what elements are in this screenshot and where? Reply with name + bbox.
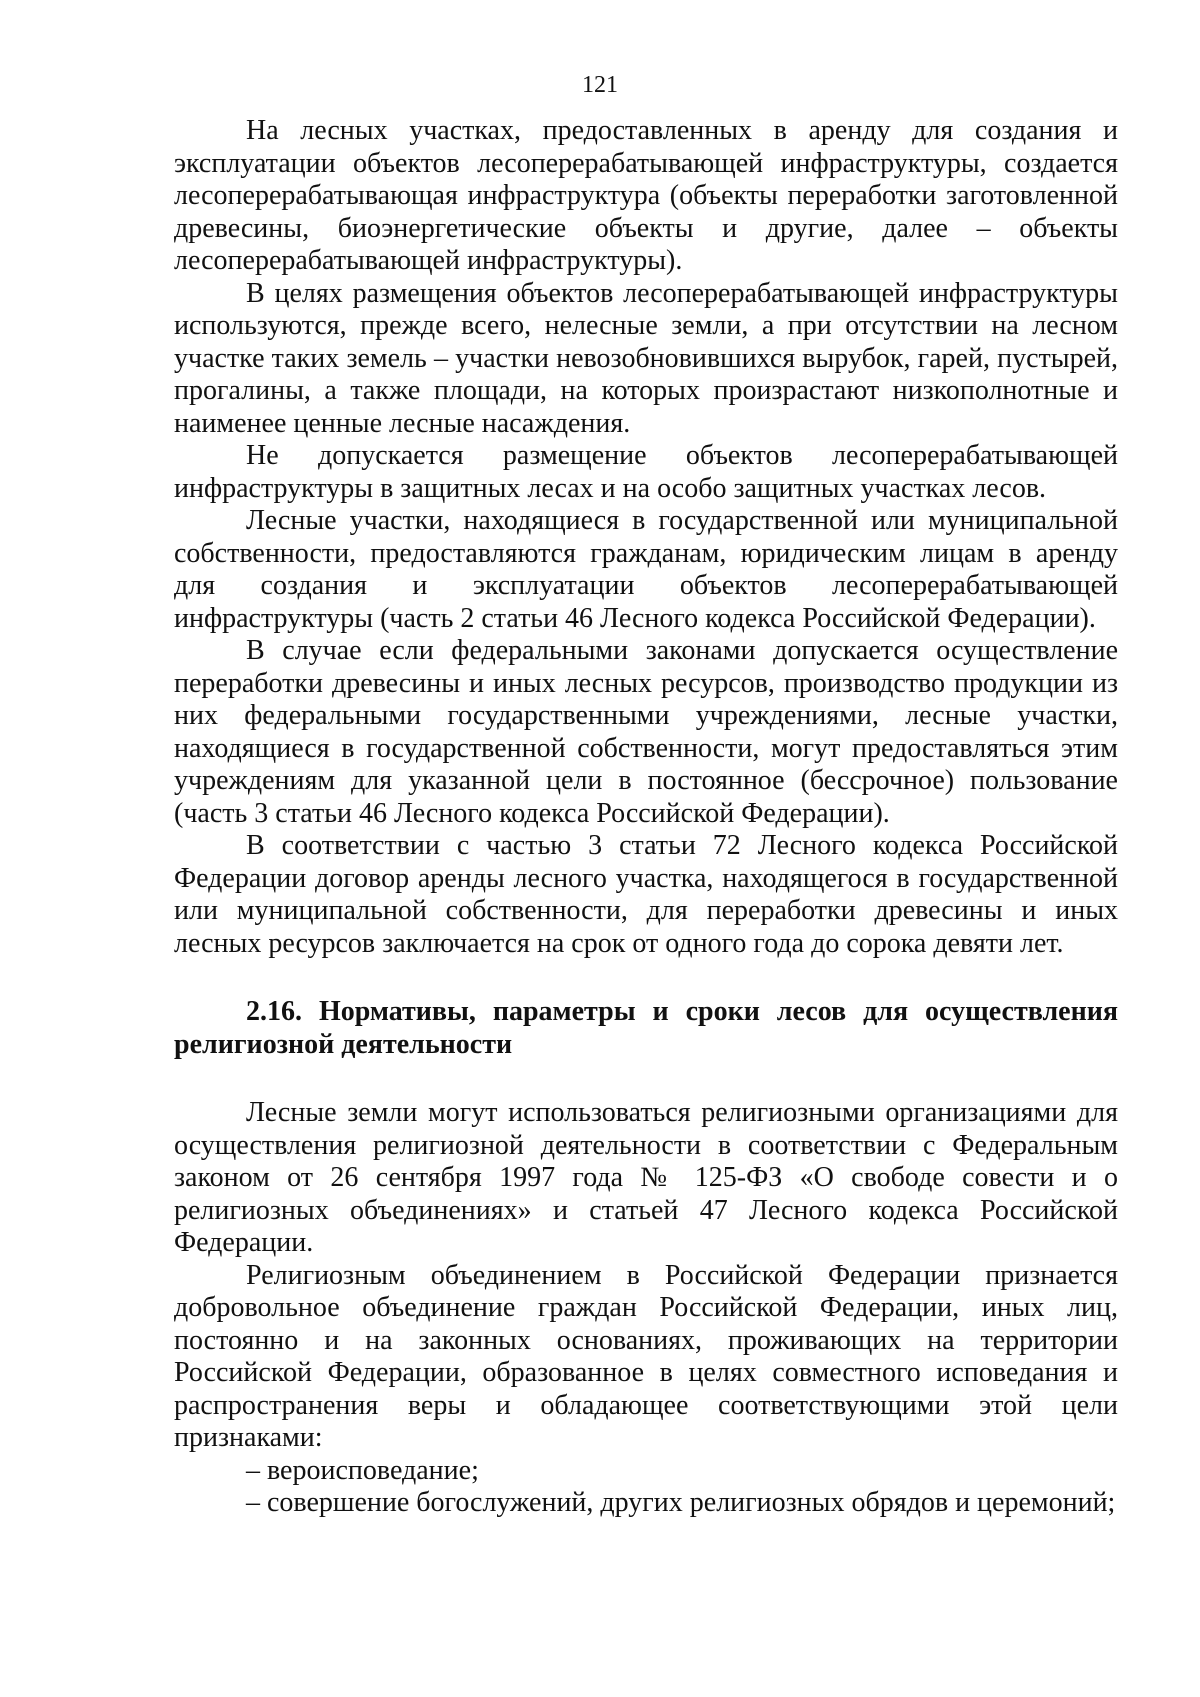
list-item-worship: – совершение богослужений, других религиозных обрядов и церемоний; [246, 1487, 1116, 1518]
list-item-creed: – вероисповедание; [246, 1454, 479, 1486]
paragraph-religious-association: Религиозным объединением в Российской Федерации признается добровольное объединение граждан Российской Федерации, иных лиц, постоянно и на законных основаниях, проживающих на территории Российской Федерации, образованное в целях совместного исповедания и распространения веры и обладающее соответствующими этой цели признаками: [174, 1259, 1118, 1453]
paragraph-lease-infrastructure: На лесных участках, предоставленных в аренду для создания и эксплуатации объектов лесоперерабатывающей инфраструктуры, создается лесоперерабатывающая инфраструктура (объекты переработки заготовленной древесины, биоэнергетические объекты и другие, далее – объекты лесоперерабатывающей инфраструктуры). [174, 115, 1118, 276]
paragraph-federal-institutions: В случае если федеральными законами допускается осуществление переработки древесины и иных лесных ресурсов, производство продукции из них федеральными государственными учреждениями, лесные участки, находящиеся в государственной собственности, могут предоставляться этим учреждениям для указанной цели в постоянное (бессрочное) пользование (часть 3 статьи 46 Лесного кодекса Российской Федерации). [174, 635, 1118, 829]
paragraph-lease-provision: Лесные участки, находящиеся в государственной или муниципальной собственности, предоставляются гражданам, юридическим лицам в аренду для создания и эксплуатации объектов лесоперерабатывающей инфраструктуры (часть 2 статьи 46 Лесного кодекса Российской Федерации). [174, 505, 1118, 634]
paragraph-lease-term: В соответствии с частью 3 статьи 72 Лесного кодекса Российской Федерации договор аренды лесного участка, находящегося в государственной или муниципальной собственности, для переработки древесины и иных лесных ресурсов заключается на срок от одного года до сорока девяти лет. [174, 830, 1118, 959]
paragraph-placement-prohibited: Не допускается размещение объектов лесоперерабатывающей инфраструктуры в защитных лесах и на особо защитных участках лесов. [174, 440, 1118, 504]
page-number: 121 [582, 72, 618, 98]
paragraph-placement-lands: В целях размещения объектов лесоперерабатывающей инфраструктуры используются, прежде всего, нелесные земли, а при отсутствии на лесном участке таких земель – участки невозобновившихся вырубок, гарей, пустырей, прогалины, а также площади, на которых произрастают низкополнотные и наименее ценные лесные насаждения. [174, 277, 1118, 439]
paragraph-religious-use: Лесные земли могут использоваться религиозными организациями для осуществления религиозной деятельности в соответствии с Федеральным законом от 26 сентября 1997 года № 125-ФЗ «О свободе совести и о религиозных объединениях» и статьей 47 Лесного кодекса Российской Федерации. [174, 1097, 1118, 1258]
document-body [174, 115, 1118, 1520]
section-heading: 2.16. Нормативы, параметры и сроки лесов для осуществления религиозной деятельности [174, 996, 1118, 1060]
